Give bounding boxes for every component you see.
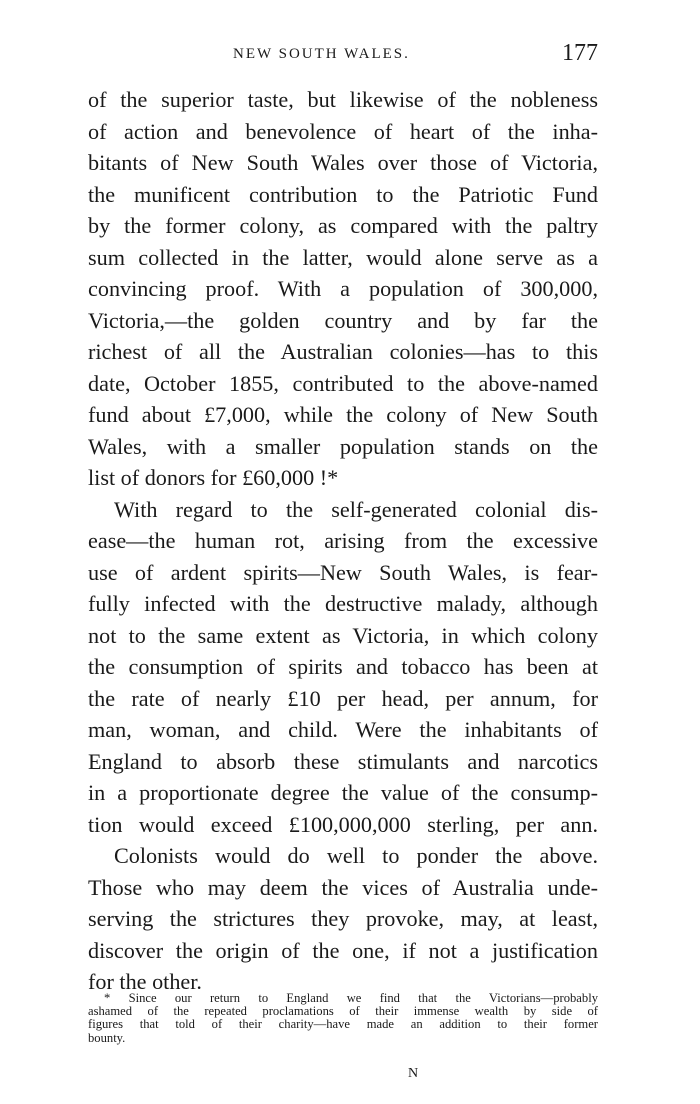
text-line: man, woman, and child. Were the inhabitants of (88, 717, 598, 742)
text-line: for the other. (88, 969, 202, 994)
text-line: fully infected with the destructive malady, although (88, 591, 598, 616)
text-line: Those who may deem the vices of Australia unde- (88, 874, 598, 900)
footnote-line: * Since our return to England we find that the Victorians—probably (104, 991, 598, 1005)
footnote (88, 992, 598, 1045)
footnote-line: figures that told of their charity—have made an addition to their former (88, 1017, 598, 1032)
text-line: date, October 1855, contributed to the above-named (88, 370, 598, 396)
text-line: not to the same extent as Victoria, in which colony (88, 622, 598, 648)
footnote-line: bounty. (88, 1030, 126, 1045)
text-line: in a proportionate degree the value of the consump- (88, 780, 598, 805)
text-line: discover the origin of the one, if not a justification (88, 937, 598, 963)
text-line: richest of all the Australian colonies—has to this (88, 339, 598, 364)
text-line: the consumption of spirits and tobacco has been at (88, 654, 598, 679)
text-line: England to absorb these stimulants and narcotics (88, 748, 598, 774)
text-line: tion would exceed £100,000,000 sterling, per ann. (88, 811, 598, 837)
text-line: Colonists would do well to ponder the above. (114, 843, 598, 868)
running-title: NEW SOUTH WALES. (233, 46, 410, 62)
signature-mark: N (408, 1066, 419, 1081)
text-line: of the superior taste, but likewise of the nobleness (88, 87, 598, 112)
footnote-line: ashamed of the repeated proclamations of their immense wealth by side of (88, 1004, 598, 1019)
text-line: the rate of nearly £10 per head, per annum, for (88, 685, 598, 711)
text-line: Victoria,—the golden country and by far the (88, 307, 598, 333)
text-line: convincing proof. With a population of 300,000, (88, 276, 598, 301)
text-line: the munificent contribution to the Patriotic Fund (88, 181, 598, 207)
page-header (88, 40, 598, 76)
text-line: list of donors for £60,000 !* (88, 465, 339, 490)
text-line: bitants of New South Wales over those of Victoria, (88, 150, 598, 175)
text-line: by the former colony, as compared with the paltry (88, 213, 598, 238)
text-line: use of ardent spirits—New South Wales, is fear- (88, 559, 598, 585)
text-line: ease—the human rot, arising from the excessive (88, 528, 598, 553)
text-line: serving the strictures they provoke, may, at least, (88, 906, 598, 931)
text-line: Wales, with a smaller population stands on the (88, 433, 598, 459)
text-line: of action and benevolence of heart of the inha- (88, 118, 598, 144)
body-text (88, 84, 598, 998)
text-line: fund about £7,000, while the colony of New South (88, 402, 598, 427)
text-line: With regard to the self-generated colonial dis- (114, 496, 598, 522)
page-number: 177 (562, 40, 598, 66)
text-line: sum collected in the latter, would alone serve as a (88, 244, 598, 270)
